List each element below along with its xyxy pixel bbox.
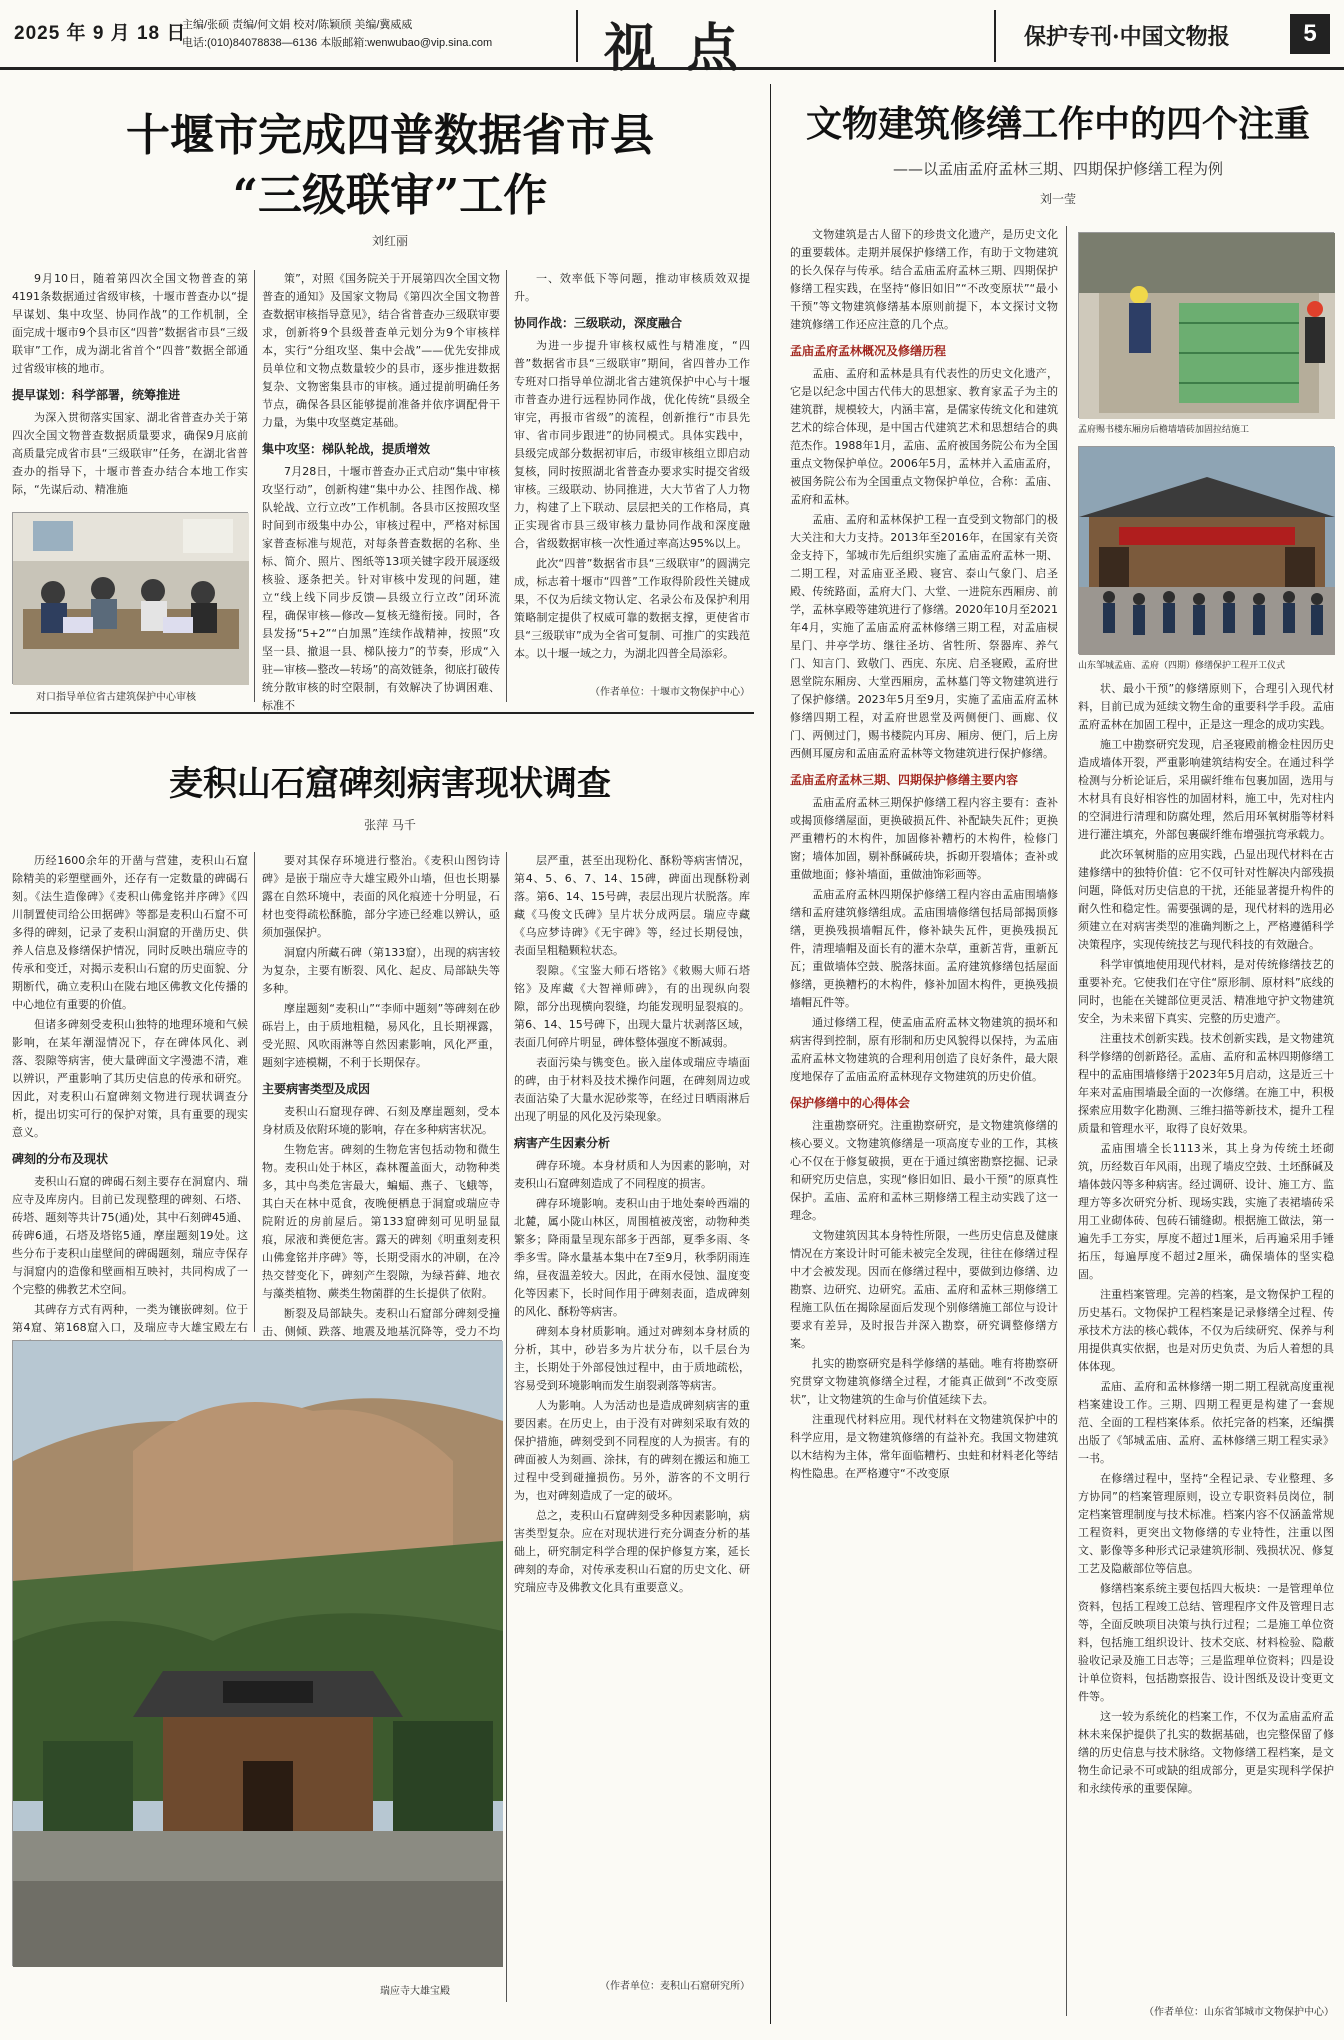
article3-subtitle: ——以孟庙孟府孟林三期、四期保护修缮工程为例 — [892, 160, 1223, 178]
subheading: 保护修缮中的心得体会 — [790, 1096, 911, 1110]
newspaper-name: 保护专刊·中国文物报 — [1024, 24, 1230, 50]
article2-column-2 — [262, 852, 500, 1338]
issue-date: 2025 年 9 月 18 日 — [14, 23, 187, 44]
paragraph: 注重技术创新实践。技术创新实践，是文物建筑科学修缮的创新路径。孟庙、孟府和孟林四期修缮工程中的孟庙围墙修缮于2023年5月启动，这是近三十年来对孟庙围墙最全面的一次修缮。在施工中，积极探索应用数字化勘测、三维扫描等新技术，提升工程质量和管理水平，取得了良好效果。 — [1078, 1032, 1334, 1135]
temple-photo-image — [13, 1341, 503, 1967]
paragraph: 为深入贯彻落实国家、湖北省普查办关于第四次全国文物普查数据质量要求，确保9月底前高质量完成省市县“三级联审”任务，在湖北省普查办的指导下，十堰市普查办结合本地工作实际，“先谋后动、精准施 — [12, 411, 248, 496]
editorial-staff — [182, 16, 552, 52]
paragraph: 孟庙孟府孟林三期保护修缮工程内容主要有：查补或揭顶修缮屋面，更换破损瓦件、补配缺失瓦件；更换严重糟朽的木构件，加固修补糟朽的木构件，检修门窗；墙体加固，剔补酥碱砖块，拆砌开裂墙体；查补或重做地面；修补墙面，重做油饰彩画等。 — [790, 796, 1058, 881]
article1-credit-line — [514, 684, 750, 702]
paragraph: 麦积山石窟的碑碣石刻主要存在洞窟内、瑞应寺及库房内。目前已发现整理的碑刻、石塔、砖塔、题刻等共计75(通)处，其中石刻碑45通、砖碑6通，石塔及塔铭5通，摩崖题刻19处。这些分布于麦积山崖壁间的碑碣题刻，瑞应寺保存与洞窟内的造像和壁画相互映衬，共同构成了一个完整的佛教艺术空间。 — [12, 1175, 248, 1296]
article-separator — [10, 712, 754, 714]
paragraph: 策”，对照《国务院关于开展第四次全国文物普查的通知》及国家文物局《第四次全国文物普查数据审核指导意见》，结合省普查办三级联审要求，创新将9个县级普查单元划分为9个审核样本，实行“分组攻坚、集中会战”——优先安排成员单位和文物点数量较少的县市，逐步推进数据复杂、文物密集县市的审核。通过提前明确任务节点，确保各县区能够提前准备并依序调配骨干力量，为集中攻坚奠定基础。 — [262, 272, 500, 429]
photo-caption: 孟府赐书楼东厢房后檐墙墙砖加固拉结施工 — [1078, 425, 1250, 435]
author-affiliation: （作者单位：麦积山石窟研究所） — [600, 1981, 750, 1992]
paragraph: 9月10日，随着第四次全国文物普查的第4191条数据通过省级审核，十堰市普查办以“提早谋划、集中攻坚、协同作战”的工作机制，全面完成十堰市9个县市区“四普”数据省市县“三级联审”工作，成为湖北省首个“四普”数据全部通过省级审核的地市。 — [12, 272, 248, 375]
article1-title — [20, 106, 760, 226]
paragraph: 摩崖题刻“麦积山”“李师中题刻”等碑刻在砂砾岩上，由于质地粗糙，易风化，且长期裸露，受光照、风吹雨淋等自然因素影响，风化严重，题刻字迹模糊，不利于长期保存。 — [262, 1002, 500, 1069]
paragraph: 注重勘察研究。注重勘察研究，是文物建筑修缮的核心要义。文物建筑修缮是一项高度专业的工作，其核心不仅在于修复破损，更在于通过缜密勘察挖掘、记录和研究历史信息，实现“修旧如旧、最小干预”的原真性保护。孟庙、孟府和孟林三期修缮工程主动实践了这一理念。 — [790, 1119, 1058, 1222]
paragraph: 人为影响。人为活动也是造成碑刻病害的重要因素。在历史上，由于没有对碑刻采取有效的保护措施，碑刻受到不同程度的人为损害。有的碑面被人为刻画、涂抹，有的碑刻在搬运和施工过程中受到碰撞损伤。另外，游客的不文明行为，也对碑刻造成了一定的破坏。 — [514, 1399, 750, 1502]
column-rule — [254, 852, 255, 1332]
article1-column-1 — [12, 270, 248, 506]
article3-title: 文物建筑修缮工作中的四个注重 — [805, 103, 1310, 145]
paragraph: 7月28日，十堰市普查办正式启动“集中审核攻坚行动”，创新构建“集中办公、挂图作战、梯队轮战、立行立改”工作机制。各县市区按照攻坚时间到市级集中办公，审核过程中，严格对标国家普查标准与规范，对每条普查数据的名称、坐标、简介、照片、图纸等13项关键字段开展逐级核验、逐条把关。针对审核中发现的问题，建立“线上线下同步反馈—县级立行立改”闭环流程，确保审核—修改—复核无缝衔接。同时，各县发扬“5+2”“白加黑”连续作战精神，按照“攻坚一县、撤退一县、梯队接力”的节奏，形成“入驻—审核—整改—转场”的高效链条，彻底打破传统分散审核的时空限制，有效解决了协调困难、标准不 — [262, 465, 500, 712]
paragraph: 但诸多碑刻受麦积山独特的地理环境和气候影响，在某年潮湿情况下，存在碑体风化、剥落、裂隙等病害，使大量碑面文字漫漶不清，难以辨识，严重影响了其历史信息的传承和研究。因此，对麦积山石窟碑刻文物进行现状调查分析，提出切实可行的保护对策，具有重要的现实意义。 — [12, 1018, 248, 1139]
paragraph: 碑刻本身材质影响。通过对碑刻本身材质的分析，其中，砂岩多为片状分布，以千层台为主，长期处于外部侵蚀过程中，由于质地疏松，容易受到环境影响而发生崩裂剥落等病害。 — [514, 1325, 750, 1392]
meeting-photo-image — [13, 513, 249, 685]
paragraph: 文物建筑是古人留下的珍贵文化遗产，是历史文化的重要载体。走期并展保护修缮工作，有助于文物建筑的长久保存与传承。结合孟庙孟府孟林三期、四期保护修缮工程实践，在坚持“修旧如旧”“不改变原状”“最小干预”等文物建筑修缮基本原则前提下，本文探讨文物建筑修缮工作还应注意的几个点。 — [790, 228, 1058, 331]
paragraph: 通过修缮工程，使孟庙孟府孟林文物建筑的损坏和病害得到控制，原有形制和历史风貌得以保持，为孟庙孟府孟林文物建筑的合理利用创造了良好条件，最大限度地保存了孟庙孟府孟林现存文物建筑的历史价值。 — [790, 1016, 1058, 1083]
page-divider — [770, 84, 771, 2024]
paragraph: 碑存环境影响。麦积山由于地处秦岭西端的北麓，属小陇山林区，周围植被茂密，动物种类繁多；降雨量呈现东部多于西部，夏季多雨、冬季多雪。降水量基本集中在7至9月，秋季阴雨连绵，昼夜温差较大。因此，在雨水侵蚀、温度变化等因素下，长时间作用于碑刻表面，造成碑刻的风化、酥粉等病害。 — [514, 1197, 750, 1318]
page-number: 5 — [1290, 14, 1330, 54]
paragraph: 此次环氧树脂的应用实践，凸显出现代材料在古建修缮中的独特价值：它不仅可针对性解决内部残损问题，降低对历史信息的干扰，还能显著提升构件的耐久性和稳定性。需要强调的是，现代材料的选用必须建立在对病害类型的准确判断之上，严格遵循科学决策程序，实现传统技艺与现代科技的有效融合。 — [1078, 848, 1334, 951]
paragraph: 孟庙、孟府和孟林修缮一期二期工程就高度重视档案建设工作。三期、四期工程更是构建了一套规范、全面的工程档案体系。依托完备的档案，还编撰出版了《邹城孟庙、孟府、孟林修缮三期工程实录》一书。 — [1078, 1380, 1334, 1465]
subheading: 协同作战：三级联动，深度融合 — [514, 316, 683, 330]
column-rule — [254, 270, 255, 702]
paragraph: 在修缮过程中，坚持“全程记录、专业整理、多方协同”的档案管理原则，设立专职资料员岗位，制定档案管理制度与技术标准。档案内容不仅涵盖常规工程资料，更突出文物修缮的专业特性，注重以图文、影像等多种形式记录建筑形制、残损状况、修复工艺及隐蔽部位等信息。 — [1078, 1472, 1334, 1575]
paragraph: 生物危害。碑刻的生物危害包括动物和微生物。麦积山处于林区，森林覆盖面大，动物种类多，其中鸟类危害最大，蝙蝠、燕子、飞蛾等，其白天在林中觅食，夜晚便栖息于洞窟或瑞应寺院附近的房前屋后。第133窟碑刻可见明显鼠痕，尿液和粪便危害。露天的碑刻《明重刻麦积山佛龛铭并序碑》等，长期受雨水的冲刷，在冷热交替变化下，碑刻产生裂隙，为绿苔藓、地衣与藻类植物、蕨类生物菌群的生长提供了依附。 — [262, 1143, 500, 1300]
staff-contact: 电话:(010)84078838—6136 本版邮箱:wenwubao@vip.sina.com — [182, 37, 493, 49]
paragraph: 总之，麦积山石窟碑刻受多种因素影响，病害类型复杂。应在对现状进行充分调查分析的基础上，研究制定科学合理的保护修复方案，延长碑刻的寿命，对传承麦积山石窟的历史文化、研究瑞应寺及佛教文化具有重要意义。 — [514, 1509, 750, 1594]
paragraph: 要对其保存环境进行整治。《麦积山图钧诗碑》是嵌于瑞应寺大雄宝殿外山墙，但也长期暴露在自然环境中，表面的风化痕迹十分明显，石材也变得疏松酥脆，部分字迹已经难以辨认，亟须加强保护。 — [262, 854, 500, 939]
paragraph: 裂隙。《宝鉴大师石塔铭》《敕赐大师石塔铭》及库藏《大智禅师碑》，有的出现纵向裂隙，部分出现横向裂缝，均能发现明显裂痕的。第6、14、15号碑下，出现大量片状剥落区域，表面几何碎片明显，碑体整体强度不断减弱。 — [514, 964, 750, 1049]
header-divider — [576, 10, 578, 62]
paragraph: 层严重，甚至出现粉化、酥粉等病害情况，第4、5、6、7、14、15碑，碑面出现酥粉剥落。第6、14、15号碑，表层出现片状脱落。库藏《马俊文氏碑》呈片状分成两层。瑞应寺藏《乌应梦诗碑》《无宇碑》等，经过长期侵蚀，表面呈粗糙颗粒状态。 — [514, 854, 750, 957]
section-title: 视点 — [604, 18, 769, 79]
ceremony-photo-image — [1079, 447, 1335, 655]
paragraph: 其碑存方式有两种，一类为镶嵌碑刻。位于第4窟、第168窟入口，及瑞应寺大雄宝殿左右 — [12, 1303, 248, 1334]
paragraph: 孟庙孟府孟林四期保护修缮工程内容由孟庙围墙修缮和孟府建筑修缮组成。孟庙围墙修缮包括局部揭顶修缮，更换残损墙帽瓦件，修补缺失瓦件，更换残损瓦件，清理墙帽及面长有的灌木杂草，重新苫背，重新瓦瓦；重做墙体空鼓、脱落抹面。孟府建筑修缮包括屋面修缮，更换糟朽的木构件，修补加固木构件，更换残损墙帽瓦件等。 — [790, 888, 1058, 1009]
column-rule — [506, 270, 507, 702]
author-affiliation: （作者单位：山东省邹城市文物保护中心） — [1144, 2007, 1334, 2018]
subheading: 孟庙孟府孟林三期、四期保护修缮主要内容 — [790, 773, 1019, 787]
subheading: 病害产生因素分析 — [514, 1136, 611, 1150]
article2-credit-line — [514, 1978, 750, 1996]
paragraph: 断裂及局部缺失。麦积山石窟部分碑刻受撞击、侧倾、跌落、地震及地基沉降等，受力不均 — [262, 1307, 500, 1338]
paragraph: 洞窟内所藏石碑（第133窟），出现的病害较为复杂，主要有断裂、风化、起皮、局部缺失等多种。 — [262, 946, 500, 995]
article2-column-3 — [514, 852, 750, 1974]
photo-ruiying-temple — [12, 1340, 502, 1966]
article1-column-3 — [514, 270, 750, 680]
article1-title-line2: “三级联审”工作 — [232, 170, 548, 221]
article2-title: 麦积山石窟碑刻病害现状调查 — [169, 764, 611, 804]
column-rule — [1066, 226, 1067, 2016]
column-rule — [506, 852, 507, 2002]
subheading: 孟庙孟府孟林概况及修缮历程 — [790, 344, 947, 358]
wall-work-photo-image — [1079, 233, 1335, 419]
photo-caption: 山东邹城孟庙、孟府（四期）修缮保护工程开工仪式 — [1078, 661, 1286, 671]
paragraph: 麦积山石窟现存碑、石刻及摩崖题刻，受本身材质及依附环境的影响，存在多种病害状况。 — [262, 1105, 500, 1136]
paragraph: 科学审慎地使用现代材料，是对传统修缮技艺的重要补充。它使我们在守住“原形制、原材料”底线的同时，也能在关键部位更灵活、精准地守护文物建筑安全，为未来留下真实、完整的历史遗产。 — [1078, 958, 1334, 1025]
paragraph: 文物建筑因其本身特性所限，一些历史信息及健康情况在方案设计时可能未被完全发现，往往在修缮过程中才会被发现。因而在修缮过程中，要做到边修缮、边勘察、边研究、边研究。孟庙、孟府和孟林三期修缮工程施工队伍在揭除屋面后发现个别修缮施工部位与设计要求有差异，及时报告并深入勘察，研究调整修缮方案。 — [790, 1229, 1058, 1350]
paragraph: 此次“四普”数据省市县“三级联审”的圆满完成，标志着十堰市“四普”工作取得阶段性关键成果，不仅为后续文物认定、名录公布及保护利用策略制定提供了权威可靠的数据支撑，更使省市县“三级联审”成为全省可复制、可推广的实践范本。以十堰一域之力，为湖北四普全局添彩。 — [514, 557, 750, 660]
subheading: 主要病害类型及成因 — [262, 1082, 371, 1096]
paragraph: 孟庙围墙全长1113米，其上身为传统土坯砌筑，历经数百年风雨，出现了墙皮空鼓、土坯酥碱及墙体鼓闪等多种病害。经过调研、设计、施工方、监理方等多次研究分析、现场实践，实施了表裙墙砖采用工业砌体砖、包砖石铺缝砌。根据施工做法，第一遍先手工夯实，厚度不超过1厘米，后再遍采用手锤拓压，每遍厚度不超过2厘米，确保墙体的坚实稳固。 — [1078, 1142, 1334, 1281]
paragraph: 修缮档案系统主要包括四大板块：一是管理单位资料，包括工程竣工总结、管理程序文件及管理日志等，全面反映项目决策与执行过程；二是施工单位资料，包括施工组织设计、技术交底、材料检验、隐蔽验收记录及施工日志等；三是监理单位资料；四是设计单位资料，包括勘察报告、设计图纸及设计变更文件等。 — [1078, 1582, 1334, 1703]
subheading: 提早谋划：科学部署，统筹推进 — [12, 388, 181, 402]
photo-wall-reinforcement — [1078, 232, 1334, 418]
article2-author: 张萍 马千 — [364, 818, 416, 832]
article1-author: 刘红丽 — [371, 234, 408, 248]
paragraph: 注重现代材料应用。现代材料在文物建筑保护中的科学应用，是文物建筑修缮的有益补充。我国文物建筑以木结构为主体，常年面临糟朽、虫蛀和材料老化等结构性隐患。在严格遵守“不改变原 — [790, 1413, 1058, 1480]
article3-credit-line — [1078, 2004, 1334, 2022]
paragraph: 孟庙、孟府和孟林是具有代表性的历史文化遗产，它是以纪念中国古代伟大的思想家、教育家孟子为主的建筑群，规模较大，内涵丰富，是儒家传统文化和建筑艺术的综合体现，是中国古代建筑艺术和思想结合的典范杰作。1988年1月，孟庙、孟府被国务院公布为全国重点文物保护单位。2006年5月，孟林并入孟庙孟府，被国务院公布为全国重点文物保护单位，合称：孟庙、孟府和孟林。 — [790, 367, 1058, 506]
article1-column-2 — [262, 270, 500, 712]
paragraph: 这一较为系统化的档案工作，不仅为孟庙孟府孟林未来保护提供了扎实的数据基础，也完整保留了修缮的历史信息与技术脉络。文物修缮工程档案，是文物生命记录不可或缺的组成部分，更是实现科学保护和永续传承的重要保障。 — [1078, 1710, 1334, 1795]
subheading: 碑刻的分布及现状 — [12, 1152, 109, 1166]
staff-names: 主编/张硕 责编/何文娟 校对/陈颖颀 美编/冀威威 — [182, 19, 413, 31]
subheading: 集中攻坚：梯队轮战，提质增效 — [262, 442, 431, 456]
paragraph: 注重档案管理。完善的档案，是文物保护工程的历史基石。文物保护工程档案是记录修缮全过程、传承技术方法的核心载体，不仅为后续研究、保养与利用提供真实依据，也是对历史负责、为后人着想的具体体现。 — [1078, 1288, 1334, 1373]
paragraph: 状、最小干预”的修缮原则下，合理引入现代材料，目前已成为延续文物生命的重要科学手段。孟庙孟府孟林在加固工程中，正是这一理念的成功实践。 — [1078, 682, 1334, 731]
article3-column-2 — [1078, 680, 1334, 2000]
paragraph: 为进一步提升审核权威性与精准度，“四普”数据省市县“三级联审”期间，省四普办工作专班对口指导单位湖北省古建筑保护中心与十堰市普查办进行远程协同作战，优化传统“县级全审完，再报市省级”的流程，创新推行“市县先审、省市同步跟进”的协同模式。具体实践中，县级完成部分数据初审后，市级审核组立即启动复核，同时按照湖北省普查办要求实时提交省级审核。三级联动、协同推进，大大节省了人力物力，构建了上下联动、层层把关的工作格局，真正实现省市县三级审核力量协同作战和深度融合，省级数据审核一次性通过率高达95%以上。 — [514, 339, 750, 550]
paragraph: 施工中勘察研究发现，启圣寝殿前檐金柱因历史造成墙体开裂，严重影响建筑结构安全。在通过科学检测与分析论证后，采用碳纤维布包裹加固，选用与木材具有良好相容性的加固材料，施工中，先对柱内的空洞进行清理和防腐处理，然后用环氧树脂等材料进行灌注填充，外部包裹碳纤维布增强抗弯承载力。 — [1078, 738, 1334, 841]
paragraph: 碑存环境。本身材质和人为因素的影响，对麦积山石窟碑刻造成了不同程度的损害。 — [514, 1159, 750, 1190]
paragraph: 扎实的勘察研究是科学修缮的基础。唯有将勘察研究贯穿文物建筑修缮全过程，才能真正做到“不改变原状”，让文物建筑的生命与价值延续下去。 — [790, 1357, 1058, 1406]
article3-column-1 — [790, 226, 1058, 2016]
paragraph: 表面污染与镌变色。嵌入崖体或瑞应寺墙面的碑，由于材料及技术操作问题，在碑刻周边或表面沾染了大量水泥砂浆等，在经过日晒雨淋后出现了明显的风化及污染现象。 — [514, 1056, 750, 1123]
article1-title-line1: 十堰市完成四普数据省市县 — [126, 110, 654, 161]
paragraph: 历经1600余年的开凿与营建，麦积山石窟除精美的彩塑壁画外，还存有一定数量的碑碣石刻。《法生造像碑》《麦积山佛龛铭并序碑》《四川制置使司给公田据碑》等都是麦积山石窟不可多得的碑刻，记录了麦积山洞窟的开凿历史、供养人信息及修缮保护情况，同时反映出瑞应寺的传承和变迁，对揭示麦积山石窟的历史面貌、分期断代，确立麦积山在陇右地区佛教文化传播的中心地位有重要的价值。 — [12, 854, 248, 1011]
photo-opening-ceremony — [1078, 446, 1334, 654]
paragraph: 孟庙、孟府和孟林保护工程一直受到文物部门的极大关注和大力支持。2013年至2016年，在国家有关资金支持下，邹城市先后组织实施了孟庙孟府孟林一期、二期工程，对孟庙亚圣殿、寝宫、泰山气象门、启圣殿、传统路面，孟府大门、大堂、一进院东西厢房、前学，孟林享殿等建筑进行了修缮。2020年10月至2021年4月，实施了孟庙孟府孟林修缮三期工程，对孟庙棂星门、井亭学坊、继往圣坊、省牲所、祭器库、养气门、知言门、致敬门、西庑、东庑、启圣寝殿，孟府世恩堂院东厢房、大堂西厢房，孟林墓门等文物建筑进行了保护修缮。2023年5月至9月，实施了孟庙孟府孟林修缮四期工程，对孟府世恩堂及两侧便门、画廊、仪门、两侧过门，赐书楼院内耳房、厢房、便门，后上房西侧耳厦房和孟庙孟府孟林等文物建筑进行保护修缮。 — [790, 513, 1058, 760]
author-affiliation: （作者单位：十堰市文物保护中心） — [590, 687, 750, 698]
photo-caption: 瑞应寺大雄宝殿 — [380, 1986, 450, 1997]
paragraph: 一、效率低下等问题，推动审核质效双提升。 — [514, 272, 750, 303]
photo-review-meeting — [12, 512, 248, 684]
header-divider — [994, 10, 996, 62]
article3-author: 刘一莹 — [1039, 192, 1076, 206]
photo-caption: 对口指导单位省古建筑保护中心审核 — [36, 692, 196, 703]
